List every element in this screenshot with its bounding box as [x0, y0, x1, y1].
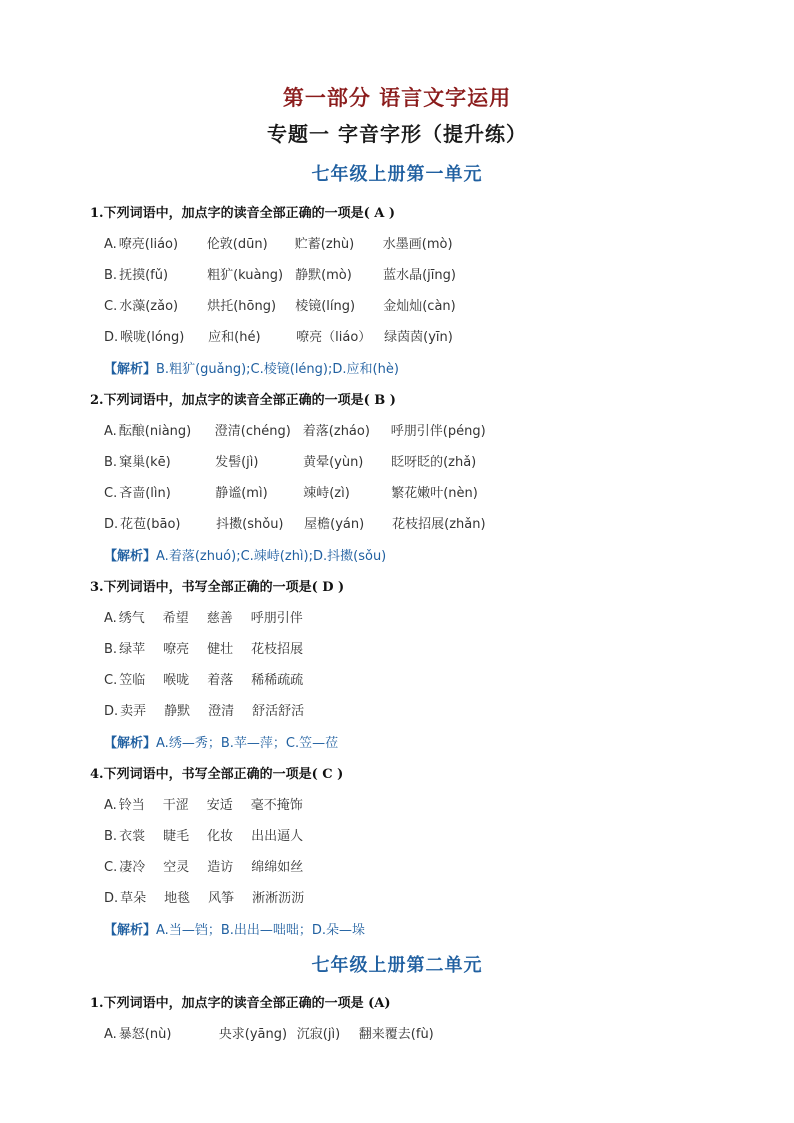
- option-word: 绵绵如丝: [251, 860, 304, 875]
- option-d: [104, 700, 304, 719]
- analysis-text: B.粗犷(guǎng);C.棱镜(léng);D.应和(hè): [156, 362, 399, 377]
- option-word: 呼朋引伴(péng): [390, 424, 486, 439]
- option-word: 化妆: [207, 829, 234, 844]
- option-word: 草朵: [120, 891, 147, 906]
- unit-title: 七年级上册第一单元: [311, 164, 483, 185]
- option-word: 窠巢(kē): [119, 455, 171, 470]
- option-word: 毫不掩饰: [250, 798, 303, 813]
- option-word: 繁花嫩叶(nèn): [391, 486, 478, 501]
- option-word: 笠临: [119, 673, 146, 688]
- option-letter: C.: [104, 486, 118, 501]
- analysis-text: A.绣—秀；B.苹—萍；C.笠—莅: [156, 736, 339, 751]
- unit-title: 七年级上册第二单元: [311, 955, 483, 976]
- option-letter: C.: [104, 299, 118, 314]
- option-word: 央求(yāng): [218, 1027, 288, 1042]
- question-stem: 3.下列词语中，书写全部正确的一项是( D ): [90, 580, 345, 595]
- option-word: 发髻(jì): [215, 455, 259, 470]
- option-letter: D.: [104, 330, 119, 345]
- option-word: 屋檐(yán): [304, 517, 365, 532]
- analysis-text: A.当—铛；B.出出—咄咄；D.朵—垛: [156, 923, 366, 938]
- option-word: 吝啬(lìn): [119, 486, 171, 501]
- option-word: 棱镜(líng): [295, 299, 356, 314]
- question-stem: 2.下列词语中，加点字的读音全部正确的一项是( B ): [90, 393, 396, 408]
- option-d: [104, 326, 453, 345]
- option-word: 花苞(bāo): [120, 517, 181, 532]
- option-word: 应和(hé): [208, 330, 261, 345]
- option-word: 烘托(hōng): [207, 299, 277, 314]
- option-word: 静谧(mì): [215, 486, 268, 501]
- option-letter: A.: [104, 798, 117, 813]
- option-d: [104, 887, 304, 906]
- option-word: 绣气: [118, 611, 145, 626]
- option-letter: A.: [104, 611, 117, 626]
- analysis-tag: 【解析】: [104, 923, 157, 938]
- option-word: 地毯: [164, 891, 191, 906]
- analysis: [104, 545, 386, 564]
- option-word: 铃当: [118, 798, 145, 813]
- option-word: 澄清(chéng): [214, 424, 291, 439]
- option-a: [104, 1023, 434, 1042]
- option-letter: D.: [104, 704, 119, 719]
- option-word: 水藻(zǎo): [119, 299, 179, 314]
- option-letter: A.: [104, 1027, 117, 1042]
- question-stem: 4.下列词语中，书写全部正确的一项是( C ): [90, 767, 344, 782]
- option-a: [104, 607, 303, 626]
- option-letter: D.: [104, 891, 119, 906]
- option-word: 嘹亮(liáo): [118, 237, 179, 252]
- option-c: [104, 295, 456, 314]
- analysis-tag: 【解析】: [104, 736, 157, 751]
- option-word: 睫毛: [163, 829, 190, 844]
- option-word: 酝酿(niàng): [118, 424, 192, 439]
- option-word: 造访: [207, 860, 234, 875]
- option-word: 澄清: [208, 704, 235, 719]
- option-word: 慈善: [206, 611, 233, 626]
- option-word: 希望: [162, 611, 189, 626]
- option-word: 静默: [164, 704, 191, 719]
- option-word: 静默(mò): [295, 268, 352, 283]
- option-word: 嘹亮（liáo）: [296, 330, 372, 345]
- option-d: [104, 513, 486, 532]
- option-word: 绿茵茵(yīn): [384, 330, 453, 345]
- option-letter: C.: [104, 860, 118, 875]
- topic-title: 专题一 字音字形（提升练）: [267, 122, 527, 146]
- analysis-text: A.着落(zhuó);C.竦峙(zhì);D.抖擞(sǒu): [156, 549, 387, 564]
- option-letter: B.: [104, 829, 118, 844]
- option-word: 花枝招展: [251, 642, 304, 657]
- option-b: [104, 825, 303, 844]
- option-c: [104, 669, 303, 688]
- part-title: 第一部分 语言文字运用: [282, 86, 512, 110]
- analysis: [104, 732, 338, 751]
- option-b: [104, 451, 476, 470]
- analysis-tag: 【解析】: [104, 362, 157, 377]
- option-word: 稀稀疏疏: [251, 673, 304, 688]
- option-word: 竦峙(zì): [303, 486, 350, 501]
- option-word: 花枝招展(zhǎn): [392, 517, 486, 532]
- option-word: 抚摸(fǔ): [119, 268, 169, 283]
- option-word: 沉寂(jì): [296, 1027, 341, 1042]
- option-letter: A.: [104, 237, 117, 252]
- option-word: 衣裳: [119, 829, 146, 844]
- option-c: [104, 482, 478, 501]
- analysis: [104, 358, 399, 377]
- option-letter: C.: [104, 673, 118, 688]
- option-b: [104, 638, 303, 657]
- option-word: 着落(zháo): [302, 424, 370, 439]
- option-a: [104, 420, 486, 439]
- option-word: 舒活舒活: [252, 704, 305, 719]
- option-letter: B.: [104, 642, 118, 657]
- option-word: 贮蓄(zhù): [294, 237, 355, 252]
- option-word: 健壮: [207, 642, 234, 657]
- analysis: [104, 919, 365, 938]
- option-word: 呼朋引伴: [250, 611, 303, 626]
- option-c: [104, 856, 303, 875]
- option-word: 眨呀眨的(zhǎ): [391, 455, 477, 470]
- analysis-tag: 【解析】: [104, 549, 157, 564]
- option-word: 伦敦(dūn): [206, 237, 268, 252]
- option-word: 水墨画(mò): [382, 237, 453, 252]
- option-word: 粗犷(kuàng): [207, 268, 284, 283]
- option-word: 淅淅沥沥: [252, 891, 305, 906]
- option-word: 干涩: [162, 798, 189, 813]
- option-word: 风筝: [208, 891, 235, 906]
- option-a: [104, 233, 453, 252]
- option-word: 卖弄: [120, 704, 147, 719]
- option-letter: D.: [104, 517, 119, 532]
- option-word: 凄冷: [119, 860, 146, 875]
- question-stem: 1.下列词语中，加点字的读音全部正确的一项是( A ): [90, 206, 396, 221]
- option-word: 黄晕(yùn): [303, 455, 364, 470]
- option-word: 空灵: [163, 860, 190, 875]
- option-word: 喉咙: [163, 673, 190, 688]
- option-letter: A.: [104, 424, 117, 439]
- option-word: 蓝水晶(jīng): [383, 268, 456, 283]
- option-word: 嘹亮: [163, 642, 190, 657]
- question-stem: 1.下列词语中，加点字的读音全部正确的一项是 (A): [90, 996, 391, 1011]
- option-word: 抖擞(shǒu): [216, 517, 284, 532]
- option-word: 出出逼人: [251, 829, 304, 844]
- option-letter: B.: [104, 455, 118, 470]
- option-word: 安适: [206, 798, 233, 813]
- option-word: 金灿灿(càn): [383, 299, 456, 314]
- option-letter: B.: [104, 268, 118, 283]
- option-word: 着落: [207, 673, 234, 688]
- option-word: 翻来覆去(fù): [358, 1027, 434, 1042]
- option-a: [104, 794, 303, 813]
- option-word: 绿苹: [119, 642, 146, 657]
- option-b: [104, 264, 456, 283]
- option-word: 喉咙(lóng): [120, 330, 185, 345]
- option-word: 暴怒(nù): [118, 1027, 172, 1042]
